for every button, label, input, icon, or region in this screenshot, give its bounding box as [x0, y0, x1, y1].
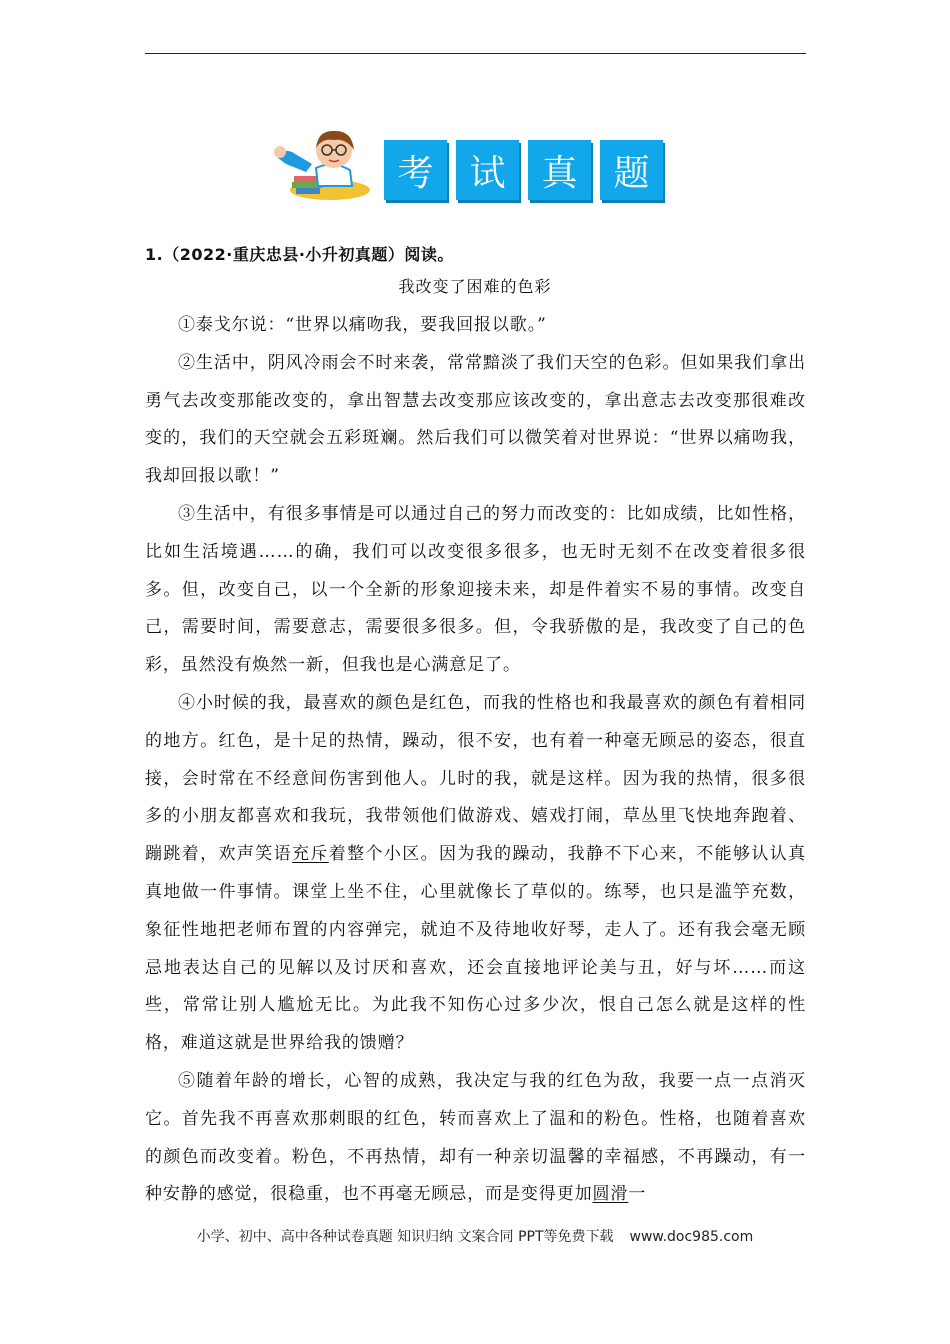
underlined-word-yuanhua: 圆滑 — [592, 1184, 629, 1205]
paragraph-4 — [145, 685, 806, 1063]
paragraph-4-part-a: ④小时候的我，最喜欢的颜色是红色，而我的性格也和我最喜欢的颜色有着相同的地方。红色，是十足的热情，躁动，很不安，也有着一种毫无顾忌的姿态，很直接，会时常在不经意间伤害到他人。儿时的我，就是这样。因为我的热情，很多很多的小朋友都喜欢和我玩，我带领他们做游戏、嬉戏打闹，草丛里飞快地奔跑着、蹦跳着，欢声笑语 — [145, 692, 806, 865]
banner-tile-1: 考 — [384, 140, 447, 200]
header-rule — [145, 53, 806, 54]
paragraph-3: ③生活中，有很多事情是可以通过自己的努力而改变的：比如成绩，比如性格，比如生活境遇……的确，我们可以改变很多很多，也无时无刻不在改变着很多很多。但，改变自己，以一个全新的形象迎接未来，却是件着实不易的事情。改变自己，需要时间，需要意志，需要很多很多。但，令我骄傲的是，我改变了自己的色彩，虽然没有焕然一新，但我也是心满意足了。 — [145, 503, 806, 676]
paragraph-4-part-b: 着整个小区。因为我的躁动，我静不下心来，不能够认认真真地做一件事情。课堂上坐不住，心里就像长了草似的。练琴，也只是滥竽充数，象征性地把老师布置的内容弹完，就迫不及待地收好琴，走人了。还有我会毫无顾忌地表达自己的见解以及讨厌和喜欢，还会直接地评论美与丑，好与坏……而这些，常常让别人尴尬无比。为此我不知伤心过多少次，恨自己怎么就是这样的性格，难道这就是世界给我的馈赠？ — [145, 844, 806, 1054]
question-title: 1.（2022·重庆忠县·小升初真题）阅读。 — [145, 245, 454, 264]
banner-tile-2: 试 — [456, 140, 519, 200]
banner-tile-3: 真 — [528, 140, 591, 200]
paragraph-5 — [145, 1063, 806, 1214]
paragraph-5-part-b: 一 — [628, 1184, 647, 1205]
paragraph-1: ①泰戈尔说：“世界以痛吻我，要我回报以歌。” — [178, 315, 547, 335]
underlined-word-chongchi: 充斥 — [292, 844, 329, 865]
paragraph-5-part-a: ⑤随着年龄的增长，心智的成熟，我决定与我的红色为敌，我要一点一点消灭它。首先我不再喜欢那刺眼的红色，转而喜欢上了温和的粉色。性格，也随着喜欢的颜色而改变着。粉色，不再热情，却有一种亲切温馨的幸福感，不再躁动，有一种安静的感觉，很稳重，也不再毫无顾忌，而是变得更加 — [145, 1070, 806, 1205]
banner-tile-4: 题 — [600, 140, 663, 200]
footer-url[interactable]: www.doc985.com — [629, 1229, 754, 1245]
article-title: 我改变了困难的色彩 — [398, 277, 552, 296]
paragraph-2: ②生活中，阴风冷雨会不时来袭，常常黯淡了我们天空的色彩。但如果我们拿出勇气去改变那能改变的，拿出智慧去改变那应该改变的，拿出意志去改变那很难改变的，我们的天空就会五彩斑斓。然后我们可以微笑着对世界说：“世界以痛吻我，我却回报以歌！” — [145, 352, 806, 487]
student-mascot-icon — [272, 128, 384, 204]
footer-text: 小学、初中、高中各种试卷真题 知识归纳 文案合同 PPT等免费下载 — [196, 1229, 614, 1245]
page-footer — [0, 1226, 950, 1246]
article-body — [145, 307, 806, 1214]
exam-banner — [272, 128, 672, 204]
